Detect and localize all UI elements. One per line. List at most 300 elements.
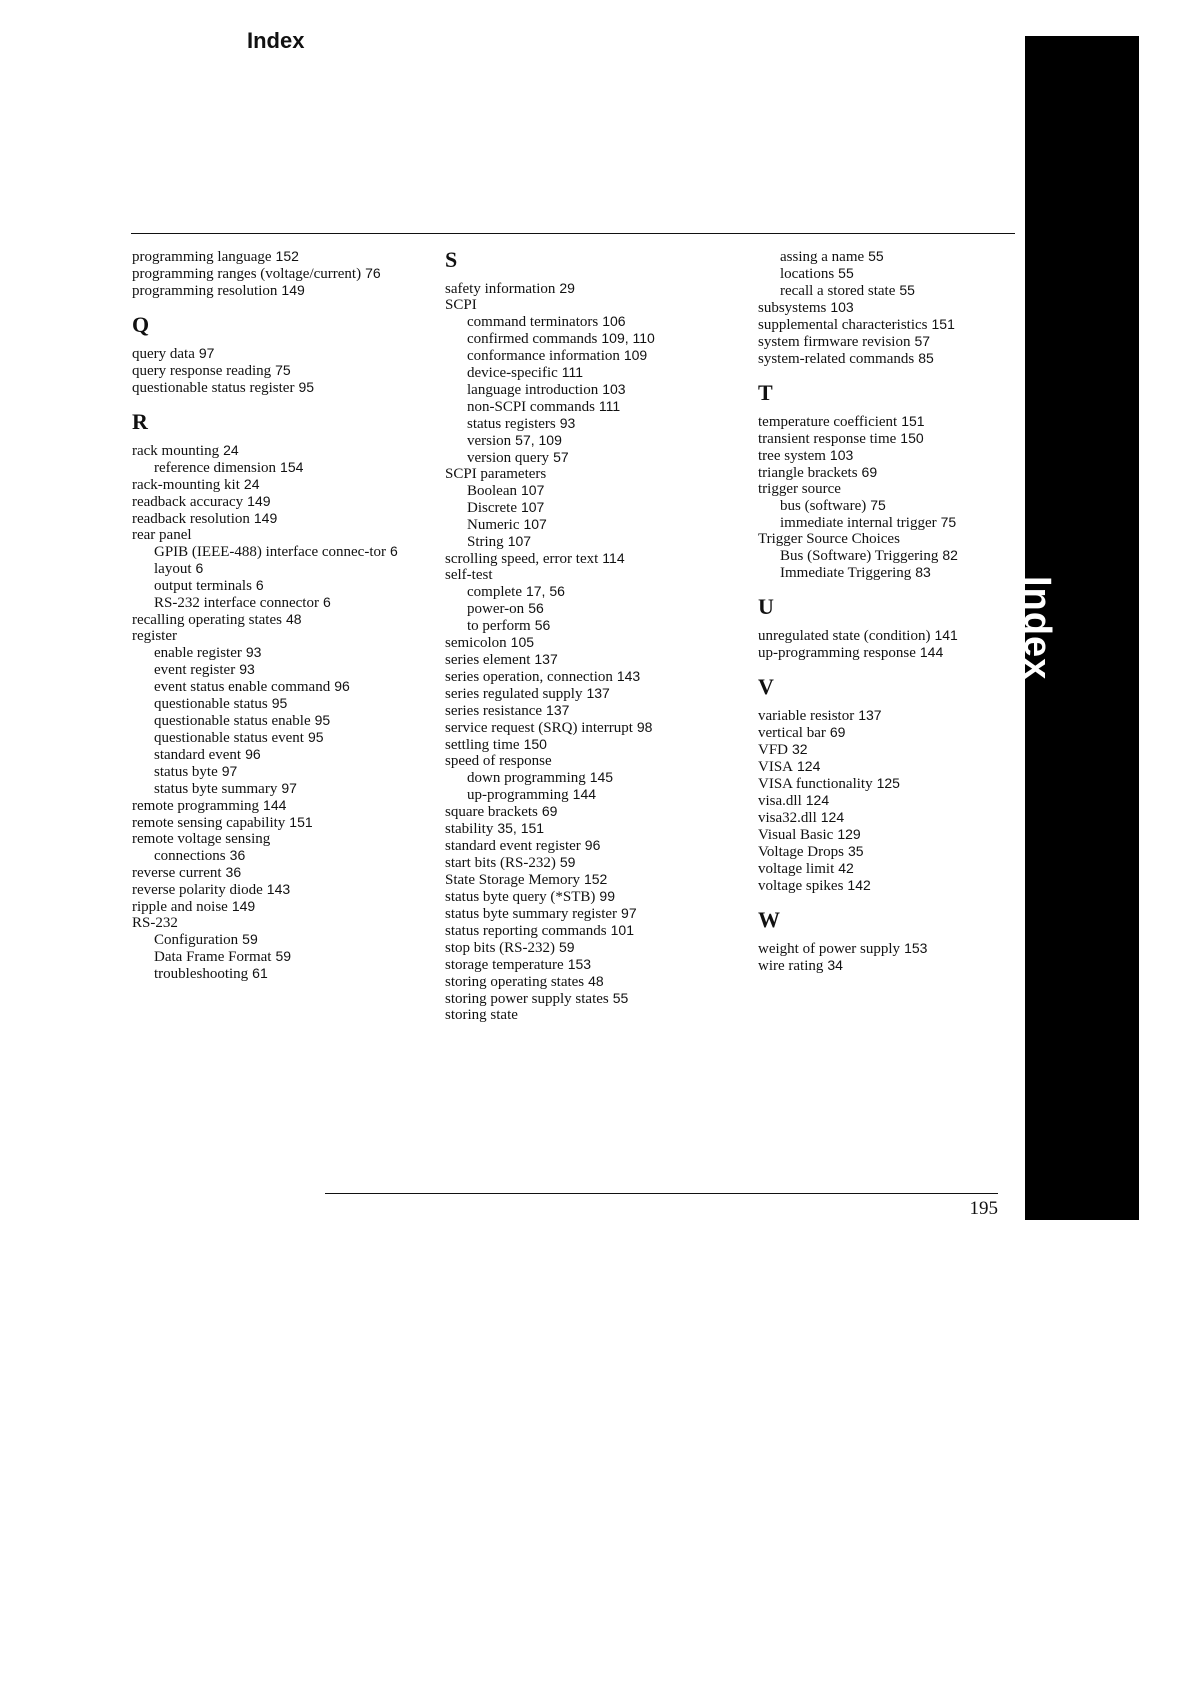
entry-page-ref: 149 [281,282,305,298]
entry-page-ref: 111 [598,398,621,414]
entry-term: series regulated supply [445,686,583,702]
entry-term: standard event [154,747,242,763]
entry-term: version [467,433,512,449]
entry-page-ref: 59 [242,931,258,947]
entry-term: connections [154,848,226,864]
index-entry [132,362,422,379]
index-subentry [445,398,735,415]
index-entry [132,864,422,881]
entry-term: storage temperature [445,957,564,973]
entry-page-ref: 109 [623,347,648,363]
entry-page-ref: 144 [263,797,287,813]
entry-page-ref: 111 [561,364,584,380]
entry-page-ref: 105 [510,634,535,650]
entry-term: reverse polarity diode [132,882,263,898]
index-entry [132,611,422,628]
entry-term: String [467,534,504,550]
index-subentry [445,330,735,347]
index-subentry [445,415,735,432]
index-subentry [445,364,735,381]
entry-term: status byte summary register [445,906,618,922]
entry-term: query response reading [132,363,272,379]
index-subentry [445,583,735,600]
entry-page-ref: 142 [847,877,871,893]
index-entry [132,476,422,493]
entry-term: RS-232 interface connector [154,595,319,611]
index-subentry [132,763,422,780]
index-subentry [445,499,735,516]
entry-page-ref: 42 [838,860,854,876]
index-subentry [132,847,422,864]
entry-page-ref: 69 [541,803,558,819]
entry-page-ref: 124 [797,758,821,774]
entry-term: rack mounting [132,443,220,459]
entry-page-ref: 24 [243,476,260,492]
entry-page-ref: 114 [602,550,625,566]
index-entry [445,888,735,905]
entry-term: system-related commands [758,351,915,367]
entry-term: up-programming response [758,645,916,661]
index-subentry [132,746,422,763]
entry-term: Trigger Source Choices [758,531,900,547]
entry-term: self-test [445,567,493,583]
entry-page-ref: 124 [805,792,830,808]
index-subentry [132,560,422,577]
entry-term: voltage limit [758,861,835,877]
index-subentry [132,729,422,746]
entry-term: series operation, connection [445,669,613,685]
entry-term: conformance information [467,348,620,364]
entry-page-ref: 24 [223,442,239,458]
index-subentry [758,265,1048,282]
entry-page-ref: 144 [572,786,597,802]
entry-term: remote sensing capability [132,815,286,831]
index-subentry [445,533,735,550]
index-entry [445,280,735,297]
entry-term: readback resolution [132,511,250,527]
index-entry [132,814,422,831]
top-divider [131,233,1015,234]
entry-term: trigger source [758,481,841,497]
page-number: 195 [969,1198,998,1219]
entry-term: weight of power supply [758,941,901,957]
index-entry [445,837,735,854]
index-entry [132,282,422,299]
index-entry [758,299,1048,316]
entry-term: layout [154,561,192,577]
entry-term: Bus (Software) Triggering [780,548,939,564]
index-subentry [445,617,735,634]
index-subentry [132,712,422,729]
entry-term: to perform [467,618,531,634]
index-column-2 [445,248,735,1023]
index-entry [758,447,1048,464]
entry-page-ref: 124 [820,809,845,825]
entry-page-ref: 76 [365,265,381,281]
entry-page-ref: 107 [520,499,545,515]
entry-term: VFD [758,742,789,758]
index-subentry [445,449,735,466]
index-entry [758,531,1048,547]
index-entry [758,464,1048,481]
index-entry [445,634,735,651]
index-entry [445,803,735,820]
entry-page-ref: 149 [247,493,271,509]
entry-page-ref: 101 [610,922,634,938]
index-entry [758,316,1048,333]
index-entry [445,939,735,956]
entry-term: non-SCPI commands [467,399,595,415]
index-entry [132,442,422,459]
index-entry [445,702,735,719]
index-entry [758,707,1048,724]
entry-term: recall a stored state [780,283,896,299]
entry-page-ref: 55 [868,248,884,264]
entry-term: Boolean [467,483,517,499]
entry-page-ref: 129 [837,826,861,842]
index-entry [758,741,1048,758]
entry-term: command terminators [467,314,599,330]
index-entry [445,922,735,939]
entry-page-ref: 151 [289,814,313,830]
entry-term: device-specific [467,365,558,381]
entry-term: standard event register [445,838,581,854]
entry-term: rack-mounting kit [132,477,240,493]
index-subentry [132,459,422,476]
entry-page-ref: 93 [239,661,255,677]
entry-term: SCPI parameters [445,466,547,482]
index-entry [445,753,735,769]
entry-term: assing a name [780,249,865,265]
entry-page-ref: 36 [225,864,242,880]
entry-page-ref: 48 [588,973,604,989]
entry-page-ref: 6 [255,577,264,593]
entry-page-ref: 107 [523,516,547,532]
entry-page-ref: 97 [198,345,215,361]
letter-heading-w: W [758,907,780,932]
index-entry [758,792,1048,809]
index-entry [445,736,735,753]
entry-page-ref: 75 [870,497,886,513]
index-entry [758,644,1048,661]
index-subentry [445,786,735,803]
entry-term: system firmware revision [758,334,911,350]
entry-page-ref: 99 [599,888,615,904]
entry-page-ref: 56 [534,617,551,633]
index-subentry [132,695,422,712]
index-entry [758,350,1048,367]
entry-page-ref: 145 [589,769,614,785]
entry-term: VISA [758,759,794,775]
index-subentry [445,381,735,398]
entry-page-ref: 75 [940,514,957,530]
index-subentry [132,948,422,965]
entry-page-ref: 107 [521,482,545,498]
index-entry [132,797,422,814]
entry-page-ref: 69 [861,464,878,480]
letter-heading-r: R [132,409,148,434]
entry-term: storing state [445,1007,518,1023]
entry-term: recalling operating states [132,612,282,628]
entry-term: down programming [467,770,586,786]
entry-term: semicolon [445,635,507,651]
entry-term: square brackets [445,804,538,820]
entry-term: service request (SRQ) interrupt [445,720,633,736]
entry-term: questionable status register [132,380,295,396]
entry-page-ref: 103 [829,447,854,463]
entry-page-ref: 35 [847,843,864,859]
entry-page-ref: 144 [919,644,944,660]
entry-page-ref: 143 [266,881,291,897]
entry-page-ref: 59 [559,854,576,870]
entry-term: Voltage Drops [758,844,844,860]
entry-term: programming resolution [132,283,278,299]
entry-term: scrolling speed, error text [445,551,599,567]
entry-page-ref: 59 [275,948,292,964]
index-entry [132,248,422,265]
entry-page-ref: 57, 109 [515,432,562,448]
entry-page-ref: 153 [567,956,592,972]
index-entry [758,724,1048,741]
entry-term: voltage spikes [758,878,844,894]
index-entry [445,820,735,837]
entry-page-ref: 6 [389,543,398,559]
entry-page-ref: 35, 151 [497,820,545,836]
index-subentry [132,965,422,982]
index-subentry [445,769,735,786]
entry-page-ref: 57 [914,333,931,349]
entry-page-ref: 137 [534,651,558,667]
entry-page-ref: 137 [546,702,570,718]
entry-page-ref: 106 [602,313,626,329]
entry-page-ref: 103 [602,381,626,397]
index-entry [758,826,1048,843]
index-subentry [445,432,735,449]
entry-page-ref: 6 [322,594,331,610]
index-entry [758,481,1048,497]
entry-term: version query [467,450,550,466]
entry-page-ref: 93 [245,644,262,660]
entry-page-ref: 85 [918,350,934,366]
entry-term: reference dimension [154,460,277,476]
index-entry [132,345,422,362]
index-entry [445,466,735,482]
entry-page-ref: 98 [636,719,653,735]
letter-heading-t: T [758,380,773,405]
index-subentry [132,577,422,594]
index-subentry [445,347,735,364]
entry-term: Data Frame Format [154,949,272,965]
entry-page-ref: 96 [584,837,601,853]
index-entry [445,668,735,685]
entry-term: bus (software) [780,498,867,514]
entry-page-ref: 6 [195,560,204,576]
index-entry [758,809,1048,826]
entry-term: questionable status event [154,730,304,746]
index-subentry [132,543,422,560]
entry-page-ref: 75 [275,362,291,378]
entry-term: unregulated state (condition) [758,628,931,644]
entry-term: rear panel [132,527,192,543]
entry-term: reverse current [132,865,222,881]
entry-term: up-programming [467,787,569,803]
entry-term: VISA functionality [758,776,873,792]
entry-page-ref: 103 [830,299,854,315]
index-entry [445,973,735,990]
entry-page-ref: 96 [334,678,350,694]
entry-term: status byte summary [154,781,278,797]
entry-page-ref: 17, 56 [525,583,565,599]
index-entry [758,430,1048,447]
entry-term: Configuration [154,932,239,948]
entry-term: variable resistor [758,708,855,724]
entry-page-ref: 151 [931,316,955,332]
index-entry [758,627,1048,644]
entry-term: settling time [445,737,520,753]
entry-term: remote programming [132,798,260,814]
entry-page-ref: 55 [899,282,915,298]
entry-page-ref: 48 [285,611,302,627]
index-entry [445,905,735,922]
entry-term: enable register [154,645,242,661]
index-entry [758,940,1048,957]
index-entry [445,297,735,313]
entry-page-ref: 153 [904,940,928,956]
entry-page-ref: 95 [298,379,315,395]
side-index-tab-label: Index [1016,576,1058,681]
index-entry [758,775,1048,792]
index-subentry [132,594,422,611]
entry-term: status byte [154,764,218,780]
entry-page-ref: 29 [559,280,575,296]
entry-term: visa.dll [758,793,802,809]
entry-page-ref: 95 [307,729,324,745]
index-subentry [758,497,1048,514]
index-entry [445,651,735,668]
index-entry [132,510,422,527]
index-subentry [758,547,1048,564]
index-subentry [758,514,1048,531]
index-entry [132,831,422,847]
entry-page-ref: 55 [612,990,629,1006]
entry-page-ref: 151 [901,413,925,429]
index-subentry [445,516,735,533]
index-entry [758,758,1048,775]
entry-term: questionable status [154,696,268,712]
entry-term: speed of response [445,753,552,769]
entry-term: status reporting commands [445,923,607,939]
entry-term: stability [445,821,494,837]
index-entry [445,550,735,567]
entry-term: visa32.dll [758,810,817,826]
index-entry [132,265,422,282]
entry-page-ref: 32 [792,741,808,757]
entry-term: stop bits (RS-232) [445,940,556,956]
entry-term: vertical bar [758,725,826,741]
index-subentry [758,564,1048,581]
entry-term: storing power supply states [445,991,609,1007]
entry-page-ref: 95 [271,695,288,711]
entry-term: event status enable command [154,679,331,695]
entry-term: series resistance [445,703,543,719]
entry-term: remote voltage sensing [132,831,271,847]
entry-term: wire rating [758,958,824,974]
entry-term: series element [445,652,531,668]
index-entry [758,333,1048,350]
index-entry [132,628,422,644]
entry-term: questionable status enable [154,713,311,729]
index-column-3 [758,248,1048,974]
entry-page-ref: 143 [616,668,641,684]
entry-term: locations [780,266,835,282]
entry-page-ref: 107 [507,533,532,549]
entry-page-ref: 97 [621,905,637,921]
entry-page-ref: 109, 110 [601,330,655,346]
index-subentry [445,600,735,617]
entry-page-ref: 149 [253,510,278,526]
entry-page-ref: 59 [559,939,575,955]
index-entry [445,956,735,973]
index-entry [758,413,1048,430]
index-entry [445,1007,735,1023]
index-entry [132,493,422,510]
entry-term: State Storage Memory [445,872,580,888]
index-entry [758,860,1048,877]
entry-term: triangle brackets [758,465,858,481]
entry-page-ref: 69 [829,724,846,740]
index-entry [758,877,1048,894]
index-subentry [445,482,735,499]
entry-term: Numeric [467,517,520,533]
index-subentry [132,931,422,948]
bottom-divider [325,1193,998,1194]
entry-term: subsystems [758,300,827,316]
index-subentry [132,780,422,797]
entry-page-ref: 34 [827,957,843,973]
entry-page-ref: 125 [876,775,900,791]
entry-term: complete [467,584,522,600]
entry-term: ripple and noise [132,899,228,915]
index-subentry [758,282,1048,299]
entry-term: register [132,628,177,644]
entry-term: immediate internal trigger [780,515,937,531]
entry-page-ref: 152 [583,871,608,887]
index-subentry [758,248,1048,265]
index-column-1 [132,248,422,982]
index-entry [445,871,735,888]
index-entry [445,854,735,871]
entry-page-ref: 137 [858,707,882,723]
entry-page-ref: 137 [586,685,610,701]
entry-page-ref: 95 [314,712,331,728]
index-entry [445,990,735,1007]
index-entry [132,379,422,396]
entry-page-ref: 152 [275,248,299,264]
entry-term: programming language [132,249,272,265]
index-subentry [132,661,422,678]
entry-page-ref: 154 [280,459,304,475]
entry-term: troubleshooting [154,966,249,982]
index-entry [132,527,422,543]
entry-term: output terminals [154,578,252,594]
entry-page-ref: 97 [281,780,297,796]
entry-term: Discrete [467,500,517,516]
index-entry [758,957,1048,974]
index-entry [758,843,1048,860]
entry-term: transient response time [758,431,897,447]
index-subentry [445,313,735,330]
entry-term: status registers [467,416,556,432]
